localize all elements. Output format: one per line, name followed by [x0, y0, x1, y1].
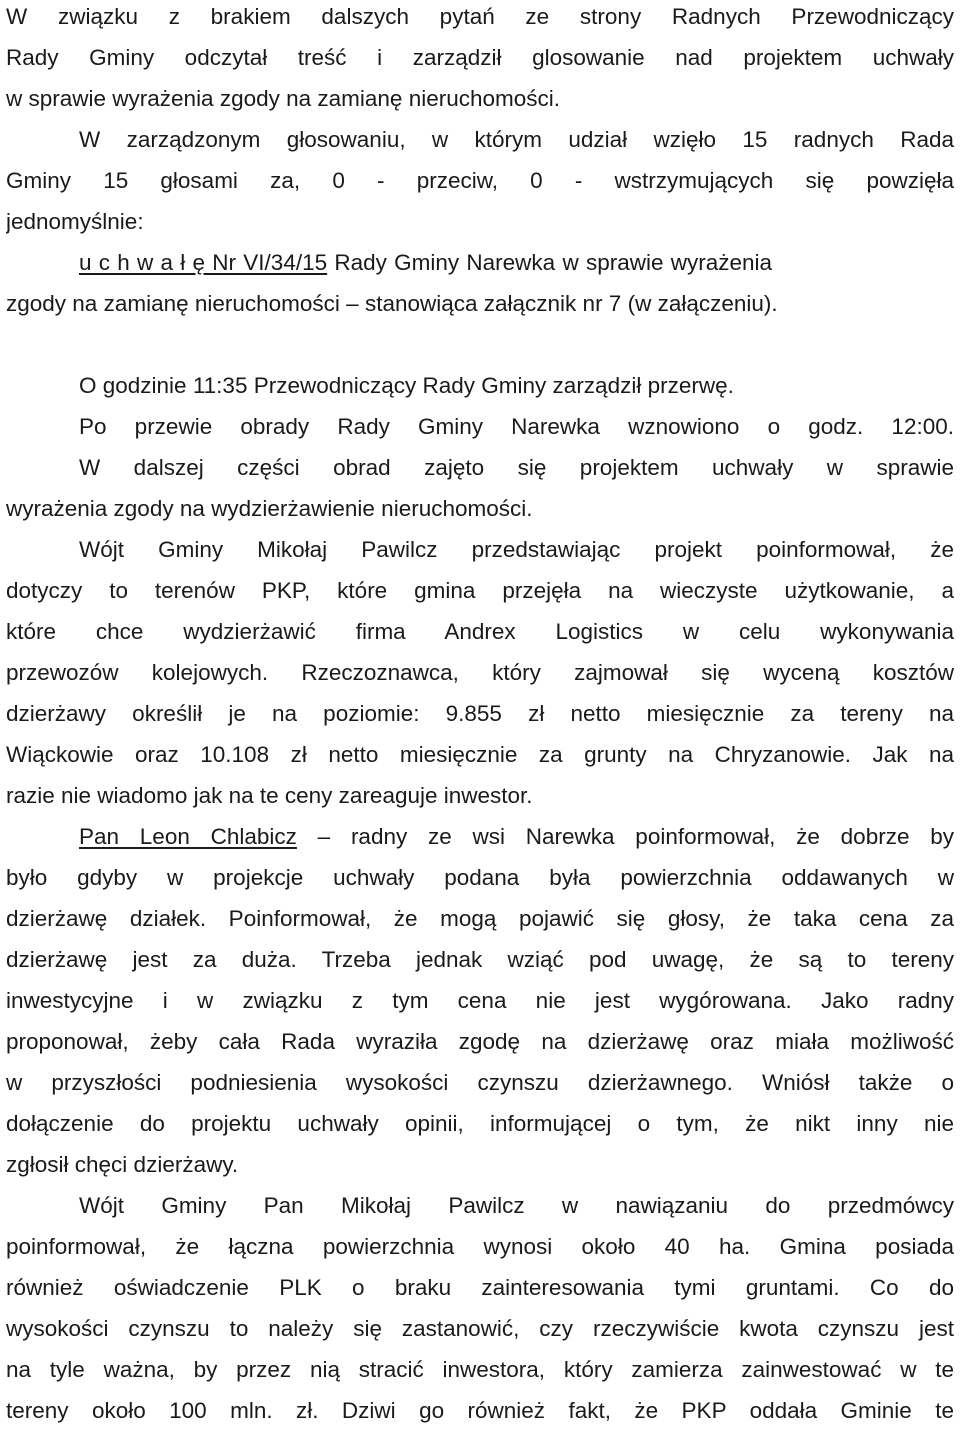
text-line: w sprawie wyrażenia zgody na zamianę nieruchomości. [6, 86, 561, 111]
resolution-number: u c h w a ł ę Nr VI/34/15 [79, 250, 328, 275]
text-line: na tyle ważna, by przez nią stracić inwestora, który zamierza zainwestować w te [6, 1357, 954, 1382]
text-line: W dalszej części obrad zajęto się projektem uchwały w sprawie [79, 455, 954, 480]
text-line: O godzinie 11:35 Przewodniczący Rady Gminy zarządził przerwę. [79, 373, 734, 398]
text-line: również oświadczenie PLK o braku zainteresowania tymi gruntami. Co do [6, 1275, 954, 1300]
text-line: Wójt Gminy Pan Mikołaj Pawilcz w nawiązaniu do przedmówcy [79, 1193, 954, 1218]
text-line: inwestycyjne i w związku z tym cena nie jest wygórowana. Jako radny [6, 988, 954, 1013]
text-line: dzierżawy określił je na poziomie: 9.855 zł netto miesięcznie za tereny na [6, 701, 954, 726]
text-line: W związku z brakiem dalszych pytań ze strony Radnych Przewodniczący [6, 4, 954, 29]
text-line: dołączenie do projektu uchwały opinii, informującej o tym, że nikt inny nie [6, 1111, 954, 1136]
text-line: proponował, żeby cała Rada wyraziła zgodę na dzierżawę oraz miała możliwość [6, 1029, 954, 1054]
text-line: Wiąckowie oraz 10.108 zł netto miesięcznie za grunty na Chryzanowie. Jak na [6, 742, 954, 767]
text-span: Rady Gminy Narewka w sprawie wyrażenia [327, 250, 773, 275]
resolution-line [79, 246, 954, 280]
text-line: wysokości czynszu to należy się zastanowić, czy rzeczywiście kwota czynszu jest [6, 1316, 954, 1341]
text-line: dzierżawę jest za duża. Trzeba jednak wziąć pod uwagę, że są to tereny [6, 947, 954, 972]
councillor-line [79, 820, 954, 854]
text-line: zgody na zamianę nieruchomości – stanowiąca załącznik nr 7 (w załączeniu). [6, 291, 778, 316]
text-line: Rady Gminy odczytał treść i zarządził glosowanie nad projektem uchwały [6, 45, 954, 70]
text-line: Po przewie obrady Rady Gminy Narewka wznowiono o godz. 12:00. [79, 414, 954, 439]
text-line: wyrażenia zgody na wydzierżawienie nieruchomości. [6, 496, 533, 521]
text-line: dzierżawę działek. Poinformował, że mogą pojawić się głosy, że taka cena za [6, 906, 954, 931]
text-line: W zarządzonym głosowaniu, w którym udział wzięło 15 radnych Rada [79, 127, 954, 152]
text-line: przewozów kolejowych. Rzeczoznawca, który zajmował się wyceną kosztów [6, 660, 954, 685]
text-line: które chce wydzierżawić firma Andrex Logistics w celu wykonywania [6, 619, 954, 644]
text-span: – radny ze wsi Narewka poinformował, że dobrze by [296, 824, 954, 849]
text-line: zgłosił chęci dzierżawy. [6, 1152, 239, 1177]
text-line: tereny około 100 mln. zł. Dziwi go również fakt, że PKP oddała Gminie te [6, 1398, 954, 1423]
text-line: było gdyby w projekcje uchwały podana była powierzchnia oddawanych w [6, 865, 954, 890]
text-line: poinformował, że łączna powierzchnia wynosi około 40 ha. Gmina posiada [6, 1234, 954, 1259]
text-line: Wójt Gminy Mikołaj Pawilcz przedstawiając projekt poinformował, że [79, 537, 954, 562]
text-line: razie nie wiadomo jak na te ceny zareaguje inwestor. [6, 783, 533, 808]
text-line: dotyczy to terenów PKP, które gmina przejęła na wieczyste użytkowanie, a [6, 578, 954, 603]
councillor-name: Pan Leon Chlabicz [79, 824, 297, 849]
text-line: Gminy 15 głosami za, 0 - przeciw, 0 - wstrzymujących się powzięła [6, 168, 954, 193]
text-line: jednomyślnie: [6, 209, 144, 234]
text-line: w przyszłości podniesienia wysokości czynszu dzierżawnego. Wniósł także o [6, 1070, 954, 1095]
